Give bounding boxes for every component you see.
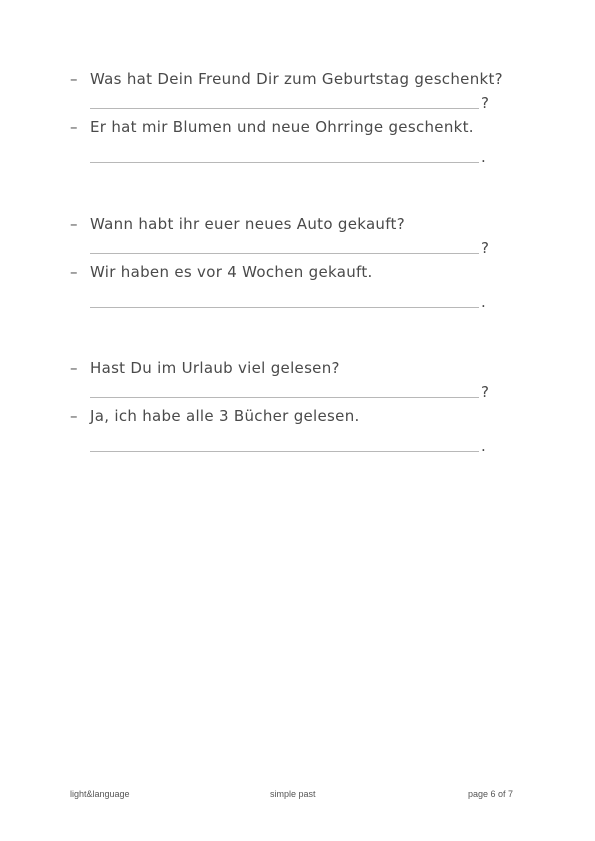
question-text: Wann habt ihr euer neues Auto gekauft? xyxy=(90,215,406,233)
writing-line[interactable] xyxy=(90,451,479,452)
writing-line[interactable] xyxy=(90,162,479,163)
answer-row xyxy=(70,405,510,431)
footer-brand: light&language xyxy=(70,789,130,799)
question-writing-line[interactable] xyxy=(70,383,510,405)
question-row xyxy=(70,68,510,94)
answer-writing-line[interactable] xyxy=(70,293,510,315)
dash-marker: – xyxy=(70,70,78,88)
writing-line[interactable] xyxy=(90,307,479,308)
question-text: Hast Du im Urlaub viel gelesen? xyxy=(90,359,340,377)
exercise-2 xyxy=(70,213,510,315)
question-row xyxy=(70,213,510,239)
line-punctuation: ? xyxy=(481,239,489,257)
footer-topic: simple past xyxy=(270,789,316,799)
answer-text: Er hat mir Blumen und neue Ohrringe geschenkt. xyxy=(90,118,474,136)
line-punctuation: . xyxy=(481,148,486,166)
answer-text: Wir haben es vor 4 Wochen gekauft. xyxy=(90,263,373,281)
writing-line[interactable] xyxy=(90,397,479,398)
dash-marker: – xyxy=(70,407,78,425)
dash-marker: – xyxy=(70,359,78,377)
question-writing-line[interactable] xyxy=(70,94,510,116)
exercise-1 xyxy=(70,68,510,170)
answer-row xyxy=(70,116,510,142)
answer-writing-line[interactable] xyxy=(70,148,510,170)
question-text: Was hat Dein Freund Dir zum Geburtstag geschenkt? xyxy=(90,70,503,88)
exercise-3 xyxy=(70,357,510,459)
answer-writing-line[interactable] xyxy=(70,437,510,459)
line-punctuation: ? xyxy=(481,383,489,401)
footer-page-number: page 6 of 7 xyxy=(468,789,514,799)
line-punctuation: . xyxy=(481,293,486,311)
answer-row xyxy=(70,261,510,287)
dash-marker: – xyxy=(70,263,78,281)
question-writing-line[interactable] xyxy=(70,239,510,261)
writing-line[interactable] xyxy=(90,253,479,254)
dash-marker: – xyxy=(70,215,78,233)
dash-marker: – xyxy=(70,118,78,136)
writing-line[interactable] xyxy=(90,108,479,109)
question-row xyxy=(70,357,510,383)
line-punctuation: . xyxy=(481,437,486,455)
line-punctuation: ? xyxy=(481,94,489,112)
answer-text: Ja, ich habe alle 3 Bücher gelesen. xyxy=(90,407,360,425)
